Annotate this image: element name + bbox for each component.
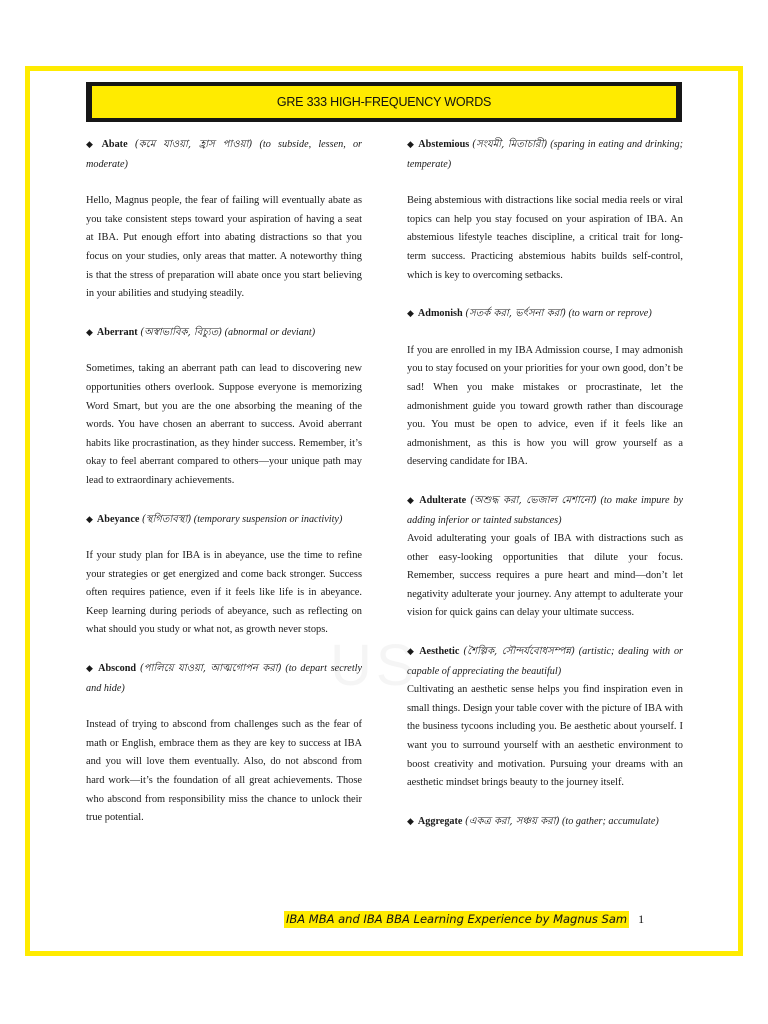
word-entry-aesthetic: [407, 642, 683, 793]
page-number: 1: [638, 912, 645, 926]
headword: Aberrant: [96, 326, 138, 338]
word-heading: [86, 510, 362, 530]
english-meaning: (to gather; accumulate): [562, 815, 659, 827]
headword: Abate: [101, 139, 128, 150]
word-entry-abeyance: [86, 510, 362, 641]
bengali-meaning: (স্থগিতাবস্থা): [141, 513, 192, 525]
diamond-bullet-icon: ◆: [407, 139, 415, 149]
title-bar: [86, 82, 682, 122]
diamond-bullet-icon: ◆: [407, 494, 416, 505]
english-meaning: (sparing in eating and drinking; temperate): [407, 139, 683, 170]
example-paragraph: If your study plan for IBA is in abeyance, use the time to refine your strategies or get energized and come back stronger. Success often requires patience, even if it feels like life is in abeyance. Keep learning during periods of abeyance, such as reflecting on what should you study or what not, as growth never stops.: [86, 550, 362, 636]
bengali-meaning: (অশুদ্ধ করা, ভেজাল মেশানো): [470, 494, 597, 506]
bengali-meaning: (অস্বাভাবিক, বিচ্যুত): [140, 326, 223, 338]
english-meaning: (to warn or reprove): [568, 308, 652, 320]
english-meaning: (to make impure by adding inferior or tainted substances): [407, 494, 683, 526]
headword: Abscond: [98, 663, 137, 675]
headword: Abstemious: [418, 139, 470, 150]
word-heading: [86, 323, 362, 343]
english-meaning: (artistic; dealing with or capable of appreciating the beautiful): [407, 646, 684, 677]
word-heading: [86, 135, 362, 174]
word-heading: [407, 812, 683, 832]
example-paragraph: If you are enrolled in my IBA Admission course, I may admonish you to stay focused on your priorities for your own good, don’t be sad! When you make mistakes or procrastinate, let the admonishment guide you toward growth rather than discourage you. You must be open to advice, even if it feels like an admonishment, as this is how you will grow yourself as a deserving candidate for IBA.: [407, 344, 683, 468]
diamond-bullet-icon: ◆: [86, 513, 93, 524]
word-entry-abstemious: [407, 135, 683, 285]
bengali-meaning: (পালিয়ে যাওয়া, আত্মগোপন করা): [139, 663, 282, 675]
example-paragraph: Cultivating an aesthetic sense helps you find inspiration even in small things. Design your table cover with the picture of IBA with the business tycoons including you. Be aesthetic about yourself. I want you to surround yourself with an aesthetic environment to boost creativity and motivation. Pursuing your dreams with an aesthetic mindset brings beauty to the journey itself.: [407, 684, 683, 789]
example-paragraph: Avoid adulterating your goals of IBA with distractions such as other easy-looking opportunities that dilute your focus. Remember, success requires a pure heart and mind—don’t let negativity adulterate your journey. Any attempt to adulterate your vision for quick gains can delay your ultimate success.: [407, 533, 683, 619]
word-entry-abate: [86, 135, 362, 304]
bengali-meaning: (সংযমী, মিতাচারী): [472, 139, 548, 150]
bengali-meaning: (কমে যাওয়া, হ্রাস পাওয়া): [134, 139, 253, 150]
bengali-meaning: (একত্র করা, সঞ্চয় করা): [464, 815, 560, 827]
word-entry-abscond: [86, 659, 362, 828]
diamond-bullet-icon: ◆: [407, 646, 416, 657]
diamond-bullet-icon: ◆: [407, 308, 414, 319]
english-meaning: (abnormal or deviant): [224, 326, 316, 338]
example-paragraph: Being abstemious with distractions like social media reels or viral topics can help you stay focused on your aspiration of IBA. An abstemious lifestyle teaches discipline, a critical trait for long-term success. Practicing abstemious habits builds self-control, which is key to overcoming setbacks.: [407, 195, 683, 281]
word-heading: [407, 135, 683, 174]
word-entry-admonish: [407, 304, 683, 472]
diamond-bullet-icon: ◆: [407, 815, 414, 826]
left-column: [86, 135, 362, 828]
headword: Aggregate: [417, 815, 463, 827]
page-title: GRE 333 HIGH-FREQUENCY WORDS: [92, 86, 676, 118]
word-entry-adulterate: [407, 491, 683, 623]
word-entry-aberrant: [86, 323, 362, 491]
diamond-bullet-icon: ◆: [86, 139, 98, 149]
headword: Aesthetic: [419, 646, 460, 658]
headword: Abeyance: [96, 513, 140, 525]
headword: Admonish: [417, 308, 463, 320]
english-meaning: (to subside, lessen, or moderate): [86, 139, 363, 170]
right-column: [407, 135, 683, 831]
bengali-meaning: (শৈল্পিক, সৌন্দর্যবোধসম্পন্ন): [463, 646, 575, 658]
diamond-bullet-icon: ◆: [86, 326, 93, 337]
word-heading: [86, 659, 362, 698]
word-entry-aggregate: [407, 812, 683, 832]
word-heading: [407, 304, 683, 324]
diamond-bullet-icon: ◆: [86, 663, 95, 674]
word-heading: [407, 491, 683, 530]
word-heading: [407, 642, 683, 681]
headword: Adulterate: [419, 494, 467, 506]
example-paragraph: Hello, Magnus people, the fear of failing will eventually abate as you take consistent steps toward your aspiration of having a seat at IBA. Put enough effort into abating distractions so that you focus on your studies, only areas that matter. A noteworthy thing is that the stress of preparation will abate once you start believing in your abilities and studying steadily.: [86, 195, 362, 300]
footer-text: IBA MBA and IBA BBA Learning Experience by Magnus Sam: [286, 912, 628, 926]
bengali-meaning: (সতর্ক করা, ভর্ৎসনা করা): [465, 308, 566, 320]
example-paragraph: Sometimes, taking an aberrant path can lead to discovering new opportunities others overlook. Suppose everyone is memorizing Word Smart, but you are the one absorbing the meaning of the words. You have chosen an aberrant to success. Avoid aberrant habits like procrastination, as they hinder success. Remember, it’s okay to feel aberrant compared to others—your unique path may lead to extraordinary achievements.: [86, 363, 362, 486]
page-footer: [284, 910, 644, 929]
english-meaning: (temporary suspension or inactivity): [193, 513, 343, 525]
example-paragraph: Instead of trying to abscond from challenges such as the fear of math or English, embrace them as they are key to success at IBA and you will love them eventually. Also, do not abscond from hard work—it’s the foundation of all great achievements. Those who abscond from responsibility miss the chance to unlock their true potential.: [86, 719, 362, 824]
english-meaning: (to depart secretly and hide): [86, 663, 363, 694]
